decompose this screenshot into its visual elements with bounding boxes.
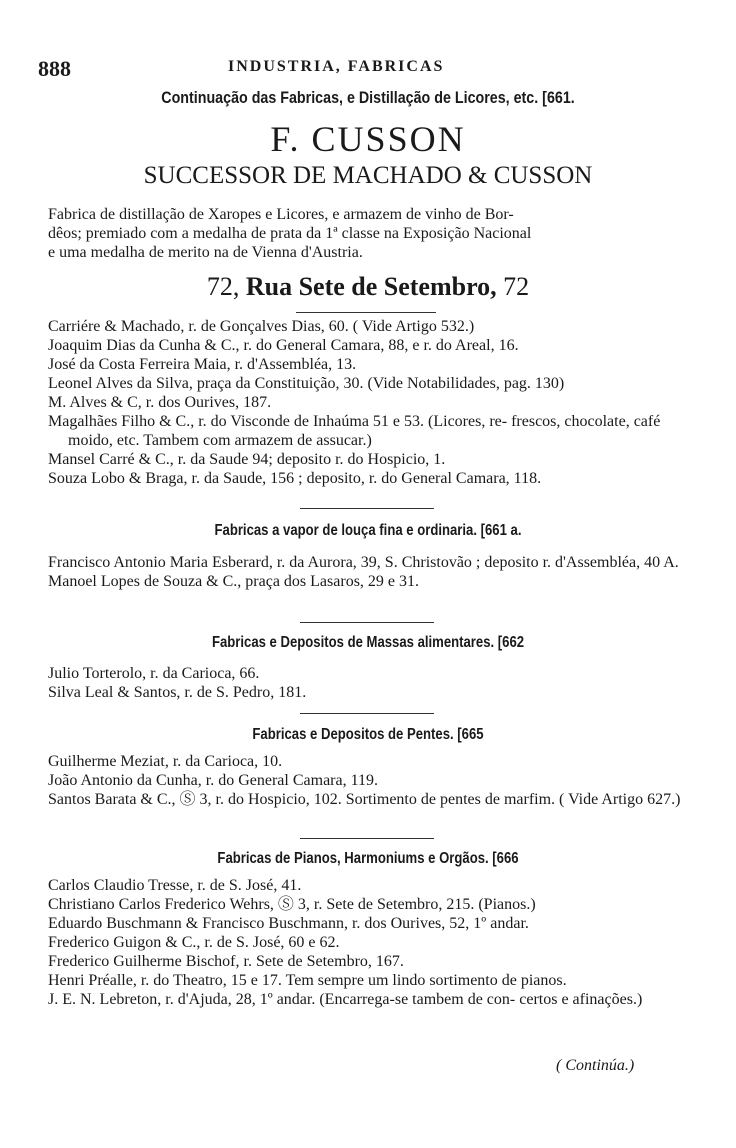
continua-note: ( Continúa.) [556,1057,635,1074]
list-item-line: Leonel Alves da Silva, praça da Constituição, 30. (Vide Notabilidades, pag. 130) [48,375,565,392]
list-item [48,790,698,809]
list-item [48,412,698,450]
advert-description [48,205,696,262]
address-number-right: 72 [503,272,530,301]
running-title: INDUSTRIA, FABRICAS [228,58,445,75]
section-heading-pianos: Fabricas de Pianos, Harmoniums e Orgãos. [666 [217,850,519,867]
list-item-line: Guilherme Meziat, r. da Carioca, 10. [48,753,283,770]
list-item-line: Frederico Guilherme Bischof, r. Sete de Setembro, 167. [48,953,404,970]
list-item-line: Santos Barata & C., Ⓢ 3, r. do Hospicio, 102. Sortimento de pentes de [48,791,500,808]
list-item-line: Christiano Carlos Frederico Wehrs, Ⓢ 3, r. Sete de Setembro, 215. (Pianos.) [48,896,536,913]
list-item [48,952,698,971]
list-item-line: Magalhães Filho & C., r. do Visconde de Inhaúma 51 e 53. (Licores, re- [48,413,508,430]
list-item [48,876,698,895]
list-item-line: r. d'Assembléa, 40 A. [542,554,679,571]
list-item-line: Frederico Guigon & C., r. de S. José, 60 e 62. [48,934,340,951]
divider-rule [296,312,436,313]
list-item [48,683,698,702]
section-heading-louca: Fabricas a vapor de louça fina e ordinaria. [661 a. [214,522,522,539]
list-item [48,572,698,591]
list-item-line: certos e afinações.) [519,991,643,1008]
list-item [48,317,698,336]
list-item [48,450,698,469]
list-item-line: Carriére & Machado, r. de Gonçalves Dias, 60. ( Vide Artigo 532.) [48,318,475,335]
advert-description-line: Fabrica de distillação de Xaropes e Licores, e armazem de vinho de Bor- [48,206,514,223]
advert-description-line: e uma medalha de merito na de Vienna d'Austria. [48,244,363,261]
list-item [48,374,698,393]
continuation-heading: Continuação das Fabricas, e Distillação de Licores, etc. [661. [161,88,575,107]
list-item [48,895,698,914]
list-item-line: frescos, chocolate, café moido, etc. Tambem com armazem de assucar.) [68,413,661,449]
section-list-louca [48,553,698,591]
section-heading-pentes: Fabricas e Depositos de Pentes. [665 [252,726,484,743]
list-item [48,664,698,683]
section-list-massas [48,664,698,702]
section-list-pentes [48,752,698,809]
section-heading-massas: Fabricas e Depositos de Massas alimentares. [662 [211,634,525,651]
divider-rule [300,713,434,714]
list-item [48,914,698,933]
list-item-line: Joaquim Dias da Cunha & C., r. do General Camara, 88, e r. do Areal, 16. [48,337,519,354]
list-item-line: Eduardo Buschmann & Francisco Buschmann, r. dos Ourives, 52, 1º andar. [48,915,529,932]
list-item [48,469,698,488]
list-item-line: Souza Lobo & Braga, r. da Saude, 156 ; deposito, r. do General Camara, 118. [48,470,542,487]
address-number-left: 72, [206,272,240,301]
list-item-line: Silva Leal & Santos, r. de S. Pedro, 181. [48,684,307,701]
list-item [48,752,698,771]
list-item-line: Julio Torterolo, r. da Carioca, 66. [48,665,260,682]
list-item [48,971,698,990]
list-item [48,771,698,790]
list-item [48,393,698,412]
list-item-line: Manoel Lopes de Souza & C., praça dos Lasaros, 29 e 31. [48,573,420,590]
list-item [48,355,698,374]
page-number: 888 [38,56,71,81]
list-item-line: pianos. [520,972,567,989]
section-list-pianos [48,876,698,1009]
advert-address [0,272,736,302]
list-item-line: João Antonio da Cunha, r. do General Camara, 119. [48,772,378,789]
advert-subtitle: SUCCESSOR DE MACHADO & CUSSON [143,162,593,189]
advert-description-line: dêos; premiado com a medalha de prata da 1ª classe na Exposição Nacional [48,225,532,242]
list-item [48,553,698,572]
list-item [48,990,698,1009]
list-item-line: J. E. N. Lebreton, r. d'Ajuda, 28, 1º andar. (Encarrega-se tambem de con- [48,991,516,1008]
list-item-line: Francisco Antonio Maria Esberard, r. da Aurora, 39, S. Christovão ; deposito [48,554,539,571]
list-item [48,336,698,355]
divider-rule [300,622,434,623]
advert-merchant-name: F. CUSSON [270,119,466,159]
list-item-line: Mansel Carré & C., r. da Saude 94; deposito r. do Hospicio, 1. [48,451,446,468]
running-head [38,56,698,81]
list-item [48,933,698,952]
divider-rule [300,508,434,509]
list-item-line: marfim. ( Vide Artigo 627.) [503,791,681,808]
address-street: Rua Sete de Setembro, [245,272,497,301]
list-item-line: M. Alves & C, r. dos Ourives, 187. [48,394,272,411]
list-item-line: José da Costa Ferreira Maia, r. d'Assembléa, 13. [48,356,357,373]
licores-list [48,317,698,488]
divider-rule [300,838,434,839]
list-item-line: Henri Préalle, r. do Theatro, 15 e 17. Tem sempre um lindo sortimento de [48,972,517,989]
list-item-line: Carlos Claudio Tresse, r. de S. José, 41. [48,877,302,894]
